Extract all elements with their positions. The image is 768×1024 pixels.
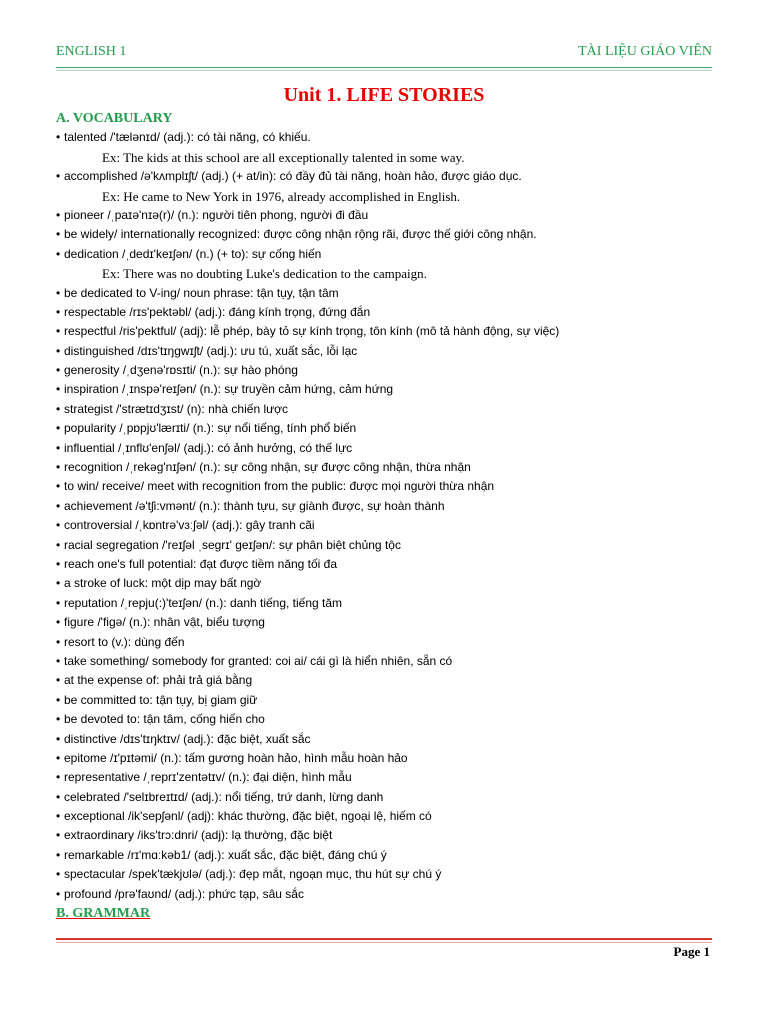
vocabulary-list — [56, 128, 728, 904]
example-sentence: Ex: He came to New York in 1976, already accomplished in English. — [102, 188, 461, 204]
vocabulary-item — [56, 633, 728, 652]
vocabulary-text: distinctive /dɪs'tɪŋktɪv/ (adj.): đặc biệt, xuất sắc — [64, 731, 311, 746]
bullet-icon: • — [56, 421, 61, 436]
bullet-icon: • — [56, 130, 61, 145]
vocabulary-text: pioneer /ˌpaɪə'nɪə(r)/ (n.): người tiên phong, người đi đầu — [64, 207, 369, 222]
vocabulary-item — [56, 768, 728, 787]
bullet-icon: • — [56, 731, 61, 746]
bullet-icon: • — [56, 673, 61, 688]
vocabulary-item — [56, 652, 728, 671]
bullet-icon: • — [56, 285, 61, 300]
vocabulary-item — [56, 594, 728, 613]
header-rule — [56, 67, 712, 71]
vocabulary-text: respectable /rɪs'pektəbl/ (adj.): đáng kính trọng, đứng đắn — [64, 304, 371, 319]
vocabulary-item — [56, 613, 728, 632]
vocabulary-item — [56, 477, 728, 496]
bullet-icon: • — [56, 692, 61, 707]
bullet-icon: • — [56, 809, 61, 824]
vocabulary-item — [56, 380, 728, 399]
vocabulary-heading: A. VOCABULARY — [56, 111, 173, 126]
vocabulary-text: dedication /ˌdedɪ'keɪʃən/ (n.) (+ to): sự cống hiến — [64, 246, 322, 261]
vocabulary-text: recognition /ˌrekəg'nɪʃən/ (n.): sự công nhận, sự được công nhận, thừa nhận — [64, 460, 471, 475]
vocabulary-text: profound /prə'faʊnd/ (adj.): phức tạp, sâu sắc — [64, 886, 304, 901]
vocabulary-text: talented /'tælənɪd/ (adj.): có tài năng, có khiếu. — [64, 130, 311, 145]
vocabulary-item — [56, 749, 728, 768]
vocabulary-item — [56, 303, 728, 322]
vocabulary-item — [56, 865, 728, 884]
vocabulary-text: extraordinary /iks'trɔ:dnri/ (adj): lạ thường, đặc biệt — [64, 828, 333, 843]
vocabulary-text: reach one's full potential: đạt được tiềm năng tối đa — [64, 556, 338, 571]
vocabulary-item — [56, 322, 728, 341]
vocabulary-item — [56, 846, 728, 865]
vocabulary-text: be devoted to: tận tâm, cống hiến cho — [64, 712, 265, 727]
vocabulary-text: representative /ˌreprɪ'zentətɪv/ (n.): đại diện, hình mẫu — [64, 770, 352, 785]
vocabulary-text: achievement /ə'tʃi:vmənt/ (n.): thành tựu, sự giành được, sự hoàn thành — [64, 498, 445, 513]
vocabulary-text: reputation /ˌrepju(:)'teɪʃən/ (n.): danh tiếng, tiếng tăm — [64, 595, 343, 610]
vocabulary-item — [56, 128, 728, 147]
vocabulary-item — [56, 807, 728, 826]
vocabulary-text: racial segregation /'reɪʃəl ˌsegrɪ' geɪʃən/: sự phân biệt chủng tộc — [64, 537, 401, 552]
vocabulary-item — [56, 458, 728, 477]
vocabulary-text: celebrated /'selɪbreɪtɪd/ (adj.): nổi tiếng, trứ danh, lừng danh — [64, 789, 384, 804]
vocabulary-item — [56, 419, 728, 438]
bullet-icon: • — [56, 440, 61, 455]
bullet-icon: • — [56, 304, 61, 319]
header-left: ENGLISH 1 — [56, 44, 127, 59]
vocabulary-item — [56, 206, 728, 225]
vocabulary-text: controversial /ˌkɒntrə'vɜːʃəl/ (adj.): gây tranh cãi — [64, 518, 315, 533]
bullet-icon: • — [56, 518, 61, 533]
bullet-icon: • — [56, 576, 61, 591]
vocabulary-item — [56, 361, 728, 380]
page-number: Page 1 — [673, 944, 710, 959]
bullet-icon: • — [56, 343, 61, 358]
vocabulary-text: be dedicated to V-ing/ noun phrase: tận tụy, tận tâm — [64, 285, 339, 300]
bullet-icon: • — [56, 653, 61, 668]
bullet-icon: • — [56, 789, 61, 804]
vocabulary-item — [56, 730, 728, 749]
bullet-icon: • — [56, 828, 61, 843]
vocabulary-text: accomplished /ə'kʌmplɪʃt/ (adj.) (+ at/in): có đầy đủ tài năng, hoàn hảo, được giáo dục. — [64, 169, 522, 184]
vocabulary-text: influential /ˌɪnflʊ'enʃəl/ (adj.): có ảnh hưởng, có thế lực — [64, 440, 353, 455]
bullet-icon: • — [56, 712, 61, 727]
bullet-icon: • — [56, 324, 61, 339]
vocabulary-text: be committed to: tận tụy, bị giam giữ — [64, 692, 258, 707]
page-content — [56, 109, 728, 923]
bullet-icon: • — [56, 227, 61, 242]
vocabulary-text: resort to (v.): dùng đến — [64, 634, 185, 649]
vocabulary-text: respectful /ris'pektful/ (adj): lễ phép, bày tỏ sự kính trọng, tôn kính (mô tả hành động, sự việc) — [64, 324, 560, 339]
vocabulary-item — [56, 555, 728, 574]
vocabulary-text: at the expense of: phải trả giá bằng — [64, 673, 253, 688]
vocabulary-item — [56, 225, 728, 244]
header-right: TÀI LIỆU GIÁO VIÊN — [578, 44, 712, 59]
vocabulary-item — [56, 516, 728, 535]
vocabulary-text: a stroke of luck: một dịp may bất ngờ — [64, 576, 262, 591]
vocabulary-item — [56, 400, 728, 419]
bullet-icon: • — [56, 556, 61, 571]
vocabulary-item — [56, 691, 728, 710]
vocabulary-text: remarkable /rɪ'mɑːkəb1/ (adj.): xuất sắc, đặc biệt, đáng chú ý — [64, 847, 387, 862]
vocabulary-text: spectacular /spek'tækjʊlə/ (adj.): đẹp mắt, ngoạn mục, thu hút sự chú ý — [64, 867, 442, 882]
vocabulary-item — [56, 342, 728, 361]
vocabulary-item — [56, 439, 728, 458]
bullet-icon: • — [56, 867, 61, 882]
bullet-icon: • — [56, 750, 61, 765]
bullet-icon: • — [56, 615, 61, 630]
bullet-icon: • — [56, 770, 61, 785]
vocabulary-text: take something/ somebody for granted: coi ai/ cái gì là hiển nhiên, sẵn có — [64, 653, 453, 668]
vocabulary-item — [56, 284, 728, 303]
vocabulary-text: figure /'figə/ (n.): nhân vật, biểu tượng — [64, 615, 265, 630]
bullet-icon: • — [56, 498, 61, 513]
vocabulary-text: distinguished /dɪs'tɪŋgwɪʃt/ (adj.): ưu tú, xuất sắc, lỗi lạc — [64, 343, 358, 358]
vocabulary-text: strategist /'strætɪdʒɪst/ (n): nhà chiến lược — [64, 401, 289, 416]
vocabulary-text: exceptional /ik'sepʃənl/ (adj): khác thường, đặc biệt, ngoại lệ, hiếm có — [64, 809, 432, 824]
grammar-heading: B. GRAMMAR — [56, 906, 151, 922]
vocabulary-item — [56, 497, 728, 516]
bullet-icon: • — [56, 847, 61, 862]
bullet-icon: • — [56, 886, 61, 901]
bullet-icon: • — [56, 634, 61, 649]
vocabulary-item — [56, 245, 728, 264]
vocabulary-item — [56, 788, 728, 807]
vocabulary-item — [56, 826, 728, 845]
example-sentence: Ex: There was no doubting Luke's dedication to the campaign. — [102, 266, 427, 282]
footer-rule — [56, 938, 712, 943]
bullet-icon: • — [56, 246, 61, 261]
bullet-icon: • — [56, 460, 61, 475]
vocabulary-item — [56, 885, 728, 904]
vocabulary-item — [56, 671, 728, 690]
vocabulary-text: popularity /ˌpɒpjʊ'lærɪti/ (n.): sự nổi tiếng, tính phổ biến — [64, 421, 357, 436]
bullet-icon: • — [56, 537, 61, 552]
example-sentence: Ex: The kids at this school are all exceptionally talented in some way. — [102, 149, 465, 165]
page-header — [56, 44, 712, 60]
vocabulary-item — [56, 167, 728, 186]
vocabulary-item — [56, 536, 728, 555]
vocabulary-text: generosity /ˌdʒenə'rɒsɪti/ (n.): sự hào phóng — [64, 363, 298, 378]
bullet-icon: • — [56, 169, 61, 184]
unit-title: Unit 1. LIFE STORIES — [283, 84, 485, 106]
vocabulary-item — [56, 574, 728, 593]
bullet-icon: • — [56, 207, 61, 222]
bullet-icon: • — [56, 363, 61, 378]
bullet-icon: • — [56, 382, 61, 397]
vocabulary-text: to win/ receive/ meet with recognition from the public: được mọi người thừa nhận — [64, 479, 495, 494]
bullet-icon: • — [56, 401, 61, 416]
vocabulary-text: epitome /ɪ'pɪtəmi/ (n.): tấm gương hoàn hảo, hình mẫu hoàn hảo — [64, 750, 408, 765]
vocabulary-text: inspiration /ˌɪnspə'reɪʃən/ (n.): sự truyền cảm hứng, cảm hứng — [64, 382, 394, 397]
bullet-icon: • — [56, 595, 61, 610]
vocabulary-text: be widely/ internationally recognized: được công nhận rộng rãi, được thế giới công nhận. — [64, 227, 537, 242]
bullet-icon: • — [56, 479, 61, 494]
vocabulary-item — [56, 710, 728, 729]
